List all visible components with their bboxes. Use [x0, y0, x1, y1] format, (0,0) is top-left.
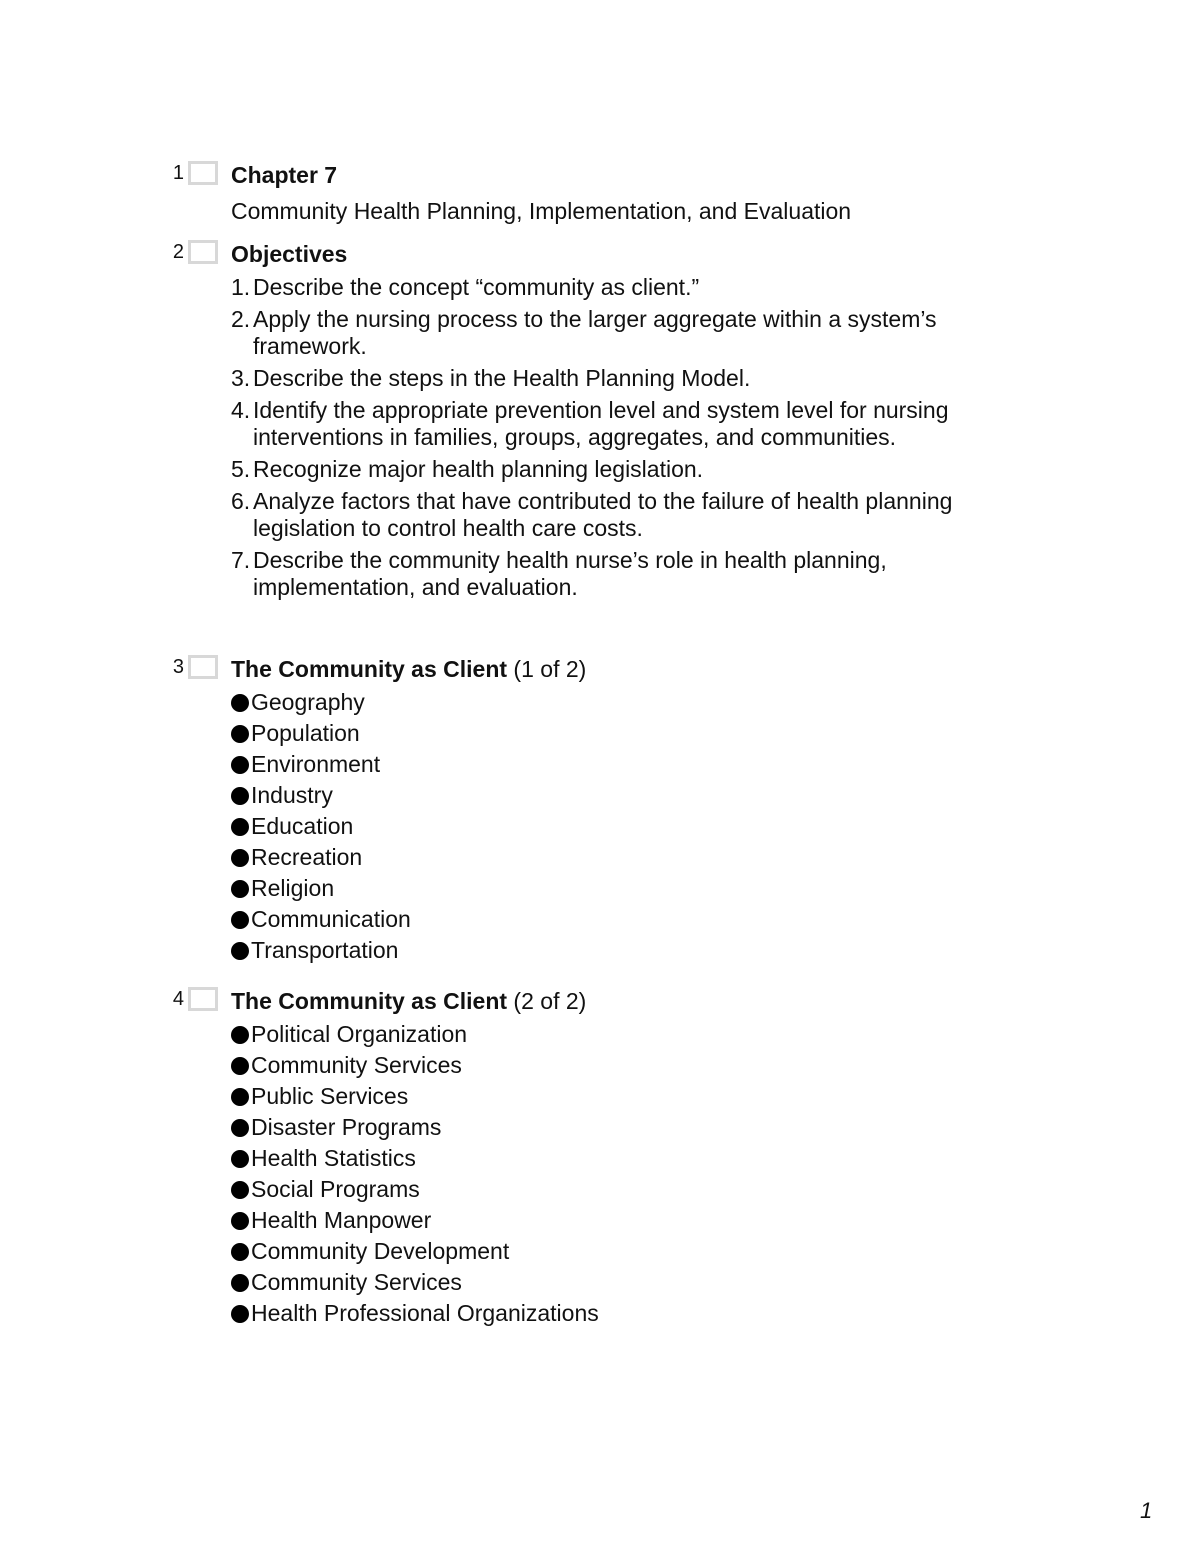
list-item: 4. Identify the appropriate prevention level and system level for nursing interventions in families, groups, aggregates, and communities.	[231, 397, 949, 450]
list-item: Recreation	[231, 844, 1031, 871]
list-item: Industry	[231, 782, 1031, 809]
list-item: Community Services	[231, 1052, 1031, 1079]
slide-title: Objectives	[231, 241, 348, 267]
slide-thumbnail-icon	[188, 655, 218, 679]
bullet-icon	[231, 1305, 249, 1323]
list-item: Communication	[231, 906, 1031, 933]
bullet-icon	[231, 1026, 249, 1044]
bullet-icon	[231, 880, 249, 898]
bullet-icon	[231, 818, 249, 836]
bullet-icon	[231, 1057, 249, 1075]
list-item: Disaster Programs	[231, 1114, 1031, 1141]
bullet-icon	[231, 725, 249, 743]
list-item: 3. Describe the steps in the Health Planning Model.	[231, 365, 751, 391]
list-item: 1. Describe the concept “community as client.”	[231, 274, 700, 300]
slide-title: The Community as Client (2 of 2)	[231, 988, 587, 1014]
bullet-icon	[231, 1274, 249, 1292]
bullet-icon	[231, 1212, 249, 1230]
slide-content	[231, 240, 1031, 606]
slide-content	[231, 161, 1031, 225]
bullet-icon	[231, 849, 249, 867]
objectives-list	[231, 274, 1031, 601]
list-item: Transportation	[231, 937, 1031, 964]
bullet-icon	[231, 694, 249, 712]
slide-subtitle: Community Health Planning, Implementation, and Evaluation	[231, 198, 852, 224]
bullet-icon	[231, 911, 249, 929]
list-item: 2. Apply the nursing process to the larger aggregate within a system’s framework.	[231, 306, 937, 359]
slide-thumbnail-icon	[188, 161, 218, 185]
slide-number: 3	[172, 656, 184, 678]
bullet-list	[231, 1021, 1031, 1327]
bullet-icon	[231, 1181, 249, 1199]
bullet-list	[231, 689, 1031, 964]
list-item: Population	[231, 720, 1031, 747]
slide-number: 1	[172, 162, 184, 184]
bullet-icon	[231, 942, 249, 960]
list-item: Environment	[231, 751, 1031, 778]
slide-thumbnail-icon	[188, 240, 218, 264]
list-item: 7. Describe the community health nurse’s role in health planning, implementation, and evaluation.	[231, 547, 887, 600]
bullet-icon	[231, 1119, 249, 1137]
bullet-icon	[231, 756, 249, 774]
list-item: Public Services	[231, 1083, 1031, 1110]
slide-content	[231, 655, 1031, 968]
bullet-icon	[231, 787, 249, 805]
slide-number: 2	[172, 241, 184, 263]
slide-title: Chapter 7	[231, 162, 338, 188]
list-item: Health Statistics	[231, 1145, 1031, 1172]
slide-number: 4	[172, 988, 184, 1010]
bullet-icon	[231, 1088, 249, 1106]
bullet-icon	[231, 1243, 249, 1261]
page-number: 1	[1140, 1498, 1153, 1523]
list-item: 5. Recognize major health planning legislation.	[231, 456, 704, 482]
slide-content	[231, 987, 1031, 1331]
list-item: Education	[231, 813, 1031, 840]
slide-thumbnail-icon	[188, 987, 218, 1011]
list-item: Health Professional Organizations	[231, 1300, 1031, 1327]
bullet-icon	[231, 1150, 249, 1168]
slide-title: The Community as Client (1 of 2)	[231, 656, 587, 682]
list-item: Political Organization	[231, 1021, 1031, 1048]
list-item: 6. Analyze factors that have contributed to the failure of health planning legislation to control health care costs.	[231, 488, 953, 541]
list-item: Community Services	[231, 1269, 1031, 1296]
list-item: Social Programs	[231, 1176, 1031, 1203]
list-item: Community Development	[231, 1238, 1031, 1265]
list-item: Health Manpower	[231, 1207, 1031, 1234]
list-item: Geography	[231, 689, 1031, 716]
list-item: Religion	[231, 875, 1031, 902]
